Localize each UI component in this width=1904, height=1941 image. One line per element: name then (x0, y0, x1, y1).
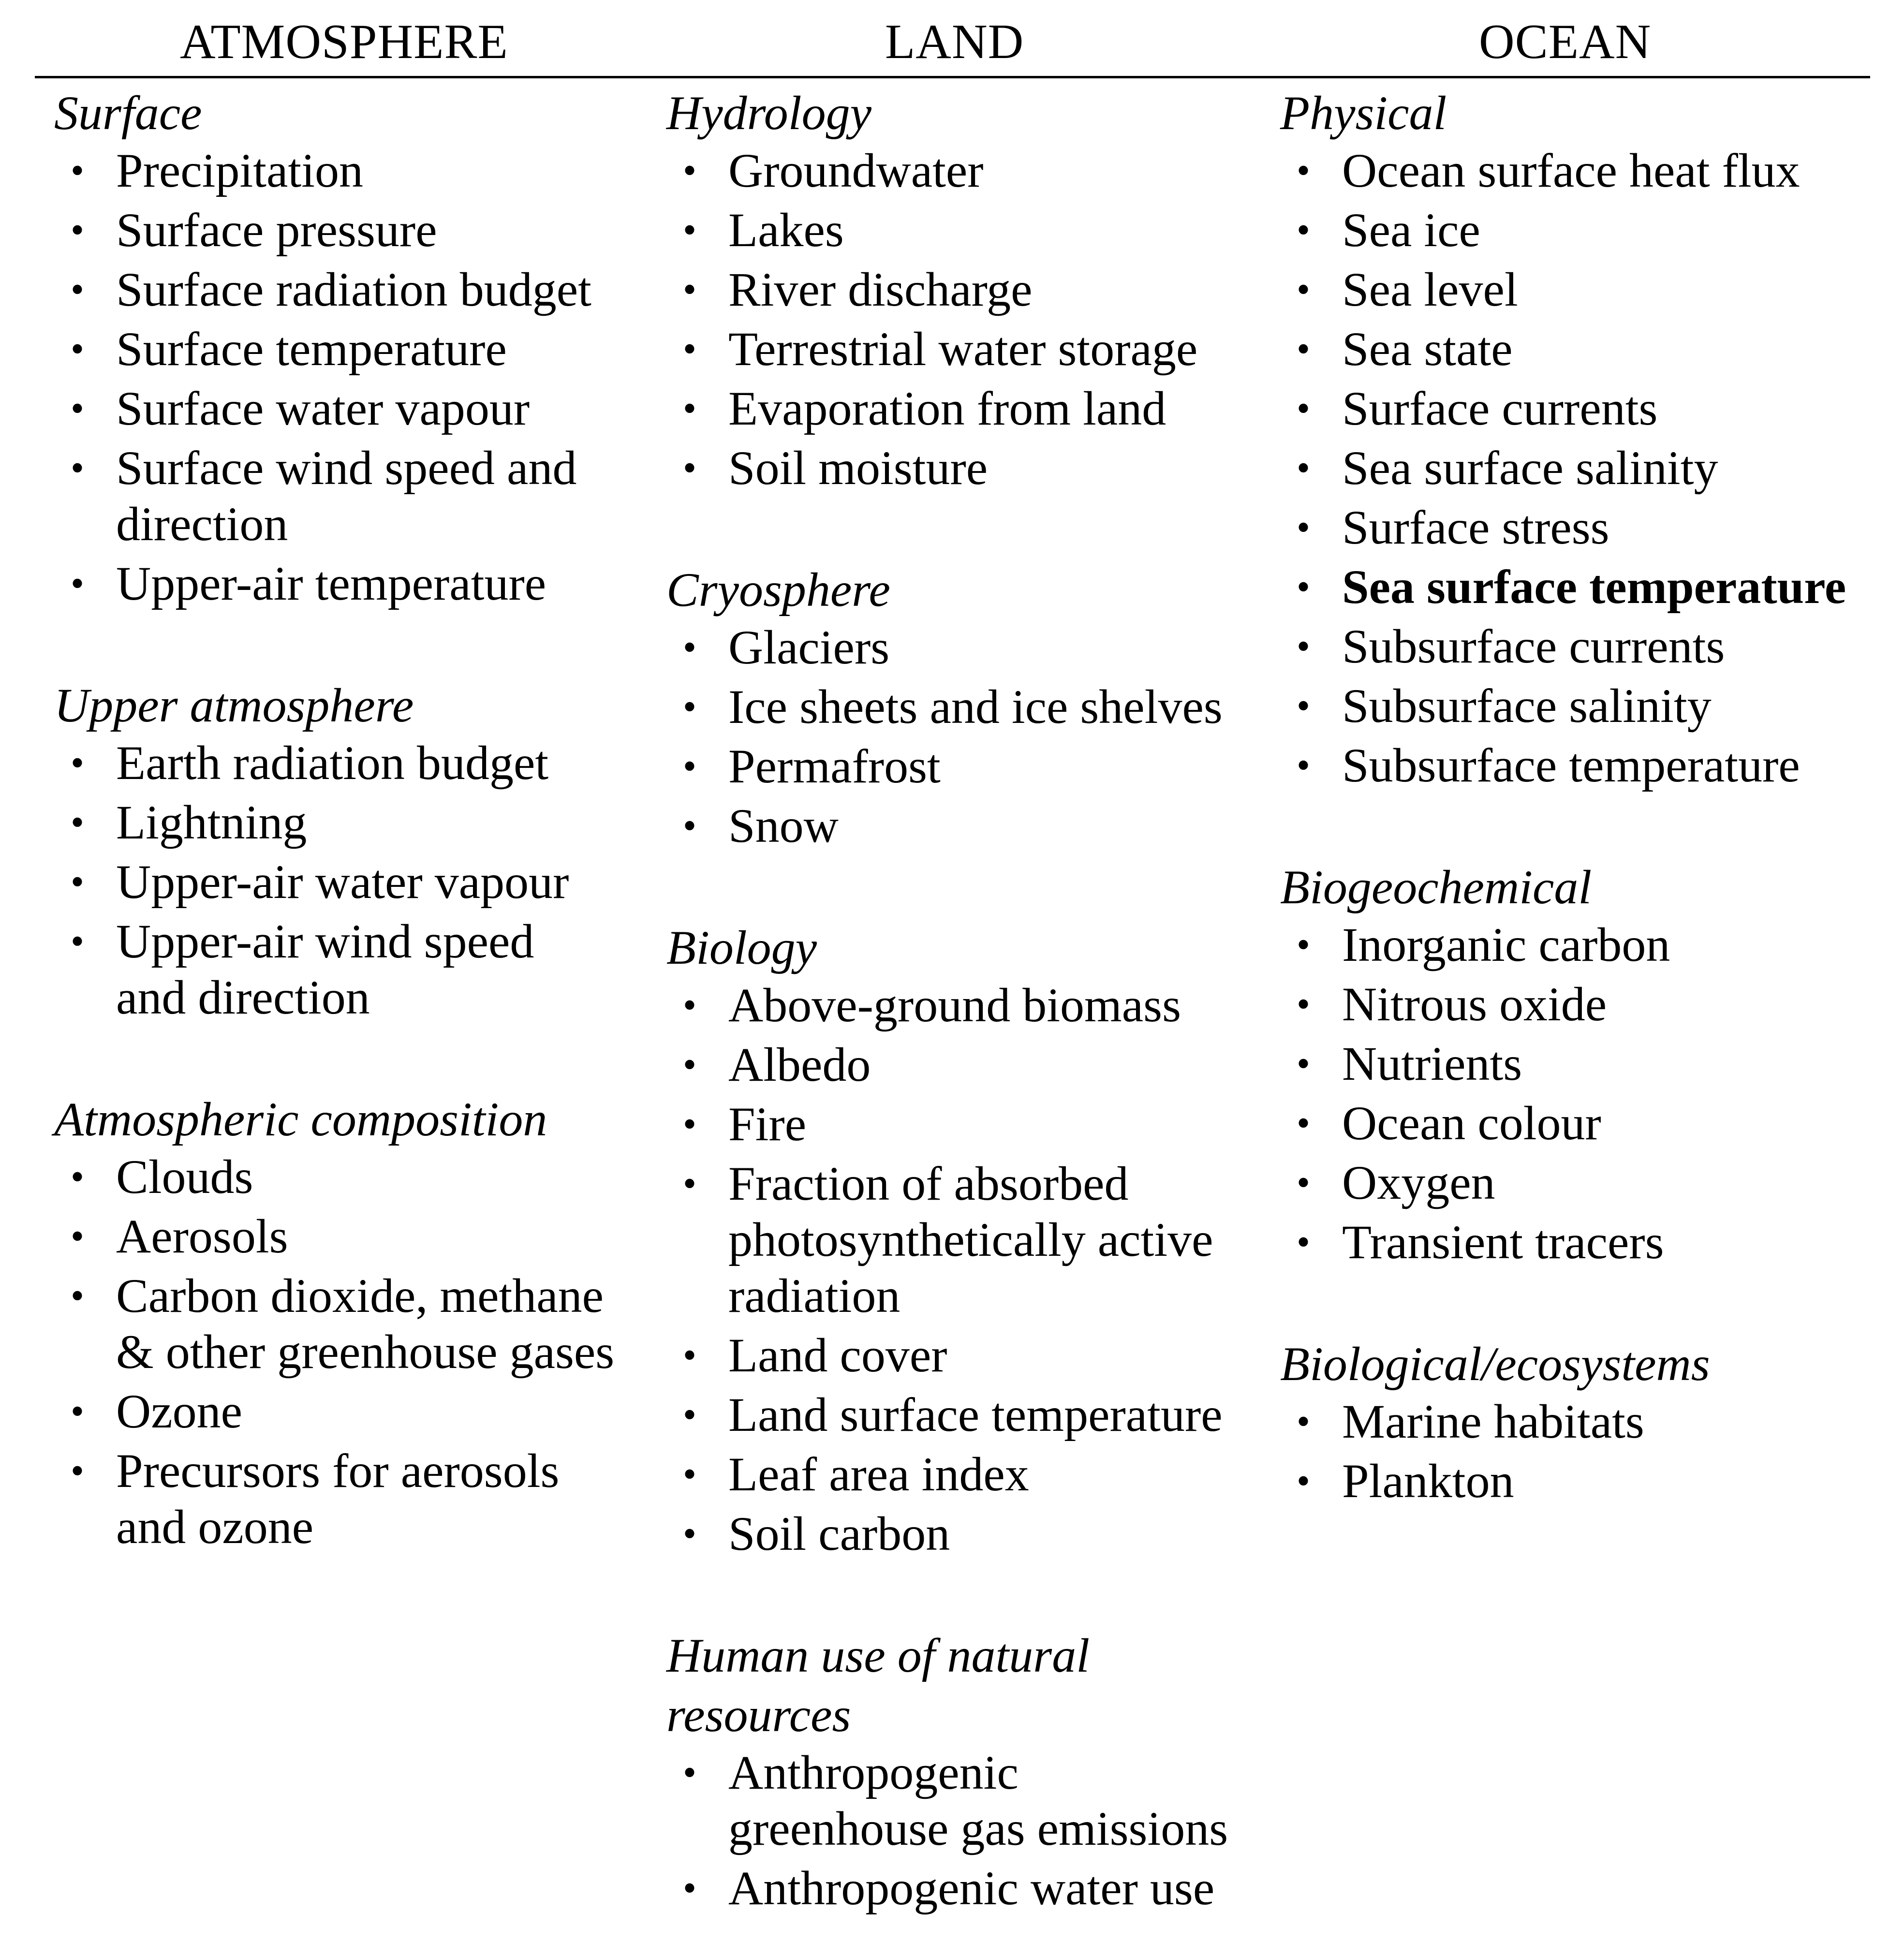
bullet-icon: • (683, 1453, 697, 1496)
list-item (666, 202, 1228, 258)
list-item (54, 913, 614, 1026)
list-item (666, 1096, 1228, 1152)
list-item-label: Carbon dioxide, methane (116, 1269, 604, 1323)
group-spacer (1280, 1274, 1846, 1334)
list-item-label: Aerosols (116, 1209, 288, 1263)
variable-list (666, 1745, 1228, 1916)
category-title: Cryosphere (666, 563, 890, 617)
bullet-icon: • (683, 149, 697, 192)
variable-list (1280, 1394, 1846, 1509)
bullet-icon: • (683, 387, 697, 430)
bullet-icon: • (683, 686, 697, 728)
list-item (666, 1037, 1228, 1093)
list-item (666, 798, 1228, 854)
column-ocean (1280, 83, 1846, 1513)
bullet-icon: • (1297, 566, 1311, 608)
group-spacer (1280, 797, 1846, 857)
variable-list (666, 619, 1228, 854)
bullet-icon: • (1297, 209, 1311, 251)
bullet-icon: • (71, 742, 85, 784)
bullet-icon: • (683, 1513, 697, 1555)
list-item-label: Earth radiation budget (116, 736, 549, 790)
list-item-label: Surface stress (1342, 500, 1609, 554)
list-item (666, 1506, 1228, 1562)
list-item (54, 381, 614, 437)
list-item (54, 854, 614, 910)
category-group (666, 560, 1228, 854)
list-item-label: Transient tracers (1342, 1215, 1664, 1269)
list-item-label: Upper-air temperature (116, 557, 546, 610)
bullet-icon: • (683, 1044, 697, 1086)
list-item (54, 262, 614, 318)
bullet-icon: • (71, 1275, 85, 1317)
bullet-icon: • (1297, 328, 1311, 370)
list-item (666, 321, 1228, 377)
bullet-icon: • (683, 1334, 697, 1377)
bullet-icon: • (683, 328, 697, 370)
bullet-icon: • (683, 984, 697, 1027)
category-group (666, 1626, 1228, 1916)
bullet-icon: • (1297, 924, 1311, 966)
category-group (54, 676, 614, 1026)
variable-list (54, 143, 614, 612)
list-item (666, 440, 1228, 496)
category-title: Surface (54, 86, 202, 140)
variable-list (54, 735, 614, 1026)
list-item-label: Surface wind speed and (116, 441, 577, 495)
list-item (1280, 1214, 1846, 1270)
bullet-icon: • (683, 209, 697, 251)
list-item-label: Glaciers (728, 620, 890, 674)
group-spacer (666, 1565, 1228, 1626)
column-atmosphere (54, 83, 614, 1559)
category-group (1280, 83, 1846, 794)
list-item (54, 143, 614, 199)
list-item-label: and direction (116, 970, 370, 1024)
list-item-label: Fire (728, 1097, 807, 1151)
list-item (1280, 1036, 1846, 1092)
list-item-label: Upper-air wind speed (116, 914, 534, 968)
list-item-label: Anthropogenic water use (728, 1861, 1215, 1915)
bullet-icon: • (683, 1867, 697, 1910)
variable-list (1280, 917, 1846, 1270)
list-item-label: Soil carbon (728, 1507, 950, 1560)
bullet-icon: • (1297, 268, 1311, 311)
bullet-icon: • (1297, 1400, 1311, 1443)
list-item-label: Subsurface salinity (1342, 679, 1712, 733)
list-item-label: Precipitation (116, 144, 363, 197)
list-item-label: Ocean surface heat flux (1342, 144, 1800, 197)
list-item (1280, 618, 1846, 675)
list-item-label: Above-ground biomass (728, 978, 1181, 1032)
column-header-land: LAND (885, 15, 1024, 69)
list-item (1280, 559, 1846, 615)
list-item (666, 1387, 1228, 1443)
category-title: Human use of natural (666, 1629, 1090, 1682)
bullet-icon: • (683, 1394, 697, 1436)
list-item-label: Lightning (116, 795, 307, 849)
list-item-label: and ozone (116, 1500, 314, 1554)
list-item (1280, 143, 1846, 199)
column-header-ocean: OCEAN (1479, 15, 1652, 69)
list-item (666, 1446, 1228, 1502)
bullet-icon: • (1297, 447, 1311, 489)
list-item (666, 1745, 1228, 1857)
category-group (1280, 857, 1846, 1270)
bullet-icon: • (1297, 983, 1311, 1026)
bullet-icon: • (1297, 387, 1311, 430)
list-item (1280, 1453, 1846, 1509)
list-item-label: Evaporation from land (728, 382, 1166, 435)
list-item (54, 556, 614, 612)
bullet-icon: • (1297, 625, 1311, 668)
bullet-icon: • (71, 1450, 85, 1492)
list-item (54, 1149, 614, 1205)
list-item-label: Plankton (1342, 1454, 1514, 1508)
list-item-label: Inorganic carbon (1342, 918, 1670, 971)
bullet-icon: • (683, 745, 697, 788)
category-group (54, 1089, 614, 1555)
variable-list (54, 1149, 614, 1555)
bullet-icon: • (71, 268, 85, 311)
list-item (666, 381, 1228, 437)
category-title: Biological/ecosystems (1280, 1337, 1710, 1391)
bullet-icon: • (1297, 685, 1311, 727)
bullet-icon: • (71, 801, 85, 844)
list-item (1280, 1394, 1846, 1450)
list-item-label: Precursors for aerosols (116, 1444, 560, 1498)
bullet-icon: • (71, 1390, 85, 1433)
list-item (1280, 321, 1846, 377)
list-item-label: Surface currents (1342, 382, 1658, 435)
variable-list (1280, 143, 1846, 794)
list-item-label: Marine habitats (1342, 1395, 1644, 1448)
group-spacer (666, 857, 1228, 918)
list-item (1280, 678, 1846, 734)
category-title: Hydrology (666, 86, 871, 140)
list-item (1280, 262, 1846, 318)
list-item-label: Soil moisture (728, 441, 988, 495)
bullet-icon: • (71, 562, 85, 605)
list-item-label: Subsurface currents (1342, 619, 1725, 673)
list-item (1280, 1095, 1846, 1151)
list-item-label: Land cover (728, 1328, 947, 1382)
category-title: Atmospheric composition (54, 1092, 547, 1146)
list-item-label: Oxygen (1342, 1156, 1495, 1209)
list-item-label: Surface water vapour (116, 382, 530, 435)
list-item-label: Permafrost (728, 739, 941, 793)
list-item-label: Anthropogenic (728, 1746, 1018, 1799)
list-item (1280, 381, 1846, 437)
column-land (666, 83, 1228, 1920)
list-item-label: Clouds (116, 1150, 253, 1204)
bullet-icon: • (683, 805, 697, 847)
category-title: Upper atmosphere (54, 678, 414, 732)
bullet-icon: • (71, 209, 85, 251)
category-group (666, 83, 1228, 496)
list-item-label: Nutrients (1342, 1037, 1522, 1090)
category-title: Biology (666, 921, 817, 974)
list-item (666, 738, 1228, 794)
variable-list (666, 143, 1228, 496)
list-item (54, 1208, 614, 1265)
category-title: Biogeochemical (1280, 860, 1592, 914)
list-item (666, 619, 1228, 676)
bullet-icon: • (1297, 1102, 1311, 1145)
bullet-icon: • (1297, 149, 1311, 192)
bullet-icon: • (1297, 1460, 1311, 1502)
list-item (54, 1268, 614, 1380)
list-item (1280, 737, 1846, 794)
list-item (54, 202, 614, 258)
category-group (54, 83, 614, 612)
bullet-icon: • (1297, 1043, 1311, 1085)
list-item (1280, 440, 1846, 496)
list-item-label: Nitrous oxide (1342, 977, 1607, 1031)
list-item-label: Sea ice (1342, 203, 1480, 257)
list-item (1280, 976, 1846, 1032)
bullet-icon: • (683, 1103, 697, 1146)
list-item (54, 735, 614, 791)
list-item-label: Albedo (728, 1038, 871, 1091)
list-item (666, 679, 1228, 735)
list-item-label: Sea state (1342, 322, 1513, 376)
list-item-label: radiation (728, 1269, 900, 1323)
list-item (666, 1860, 1228, 1916)
list-item (54, 321, 614, 377)
bullet-icon: • (71, 861, 85, 903)
list-item-label: Lakes (728, 203, 844, 257)
list-item-label: Surface pressure (116, 203, 437, 257)
group-spacer (54, 615, 614, 676)
list-item (54, 1443, 614, 1555)
category-title: Physical (1280, 86, 1447, 140)
bullet-icon: • (683, 1162, 697, 1205)
list-item-label: Leaf area index (728, 1447, 1029, 1501)
list-item-label: Snow (728, 799, 839, 853)
list-item (1280, 500, 1846, 556)
category-group (1280, 1334, 1846, 1509)
column-header-atmosphere: ATMOSPHERE (180, 15, 508, 69)
bullet-icon: • (1297, 506, 1311, 549)
list-item-label: Subsurface temperature (1342, 738, 1800, 792)
bullet-icon: • (683, 268, 697, 311)
category-title: resources (666, 1688, 851, 1742)
list-item-label: photosynthetically active (728, 1213, 1213, 1266)
list-item-label: Groundwater (728, 144, 984, 197)
variable-list (666, 977, 1228, 1562)
list-item (666, 262, 1228, 318)
list-item-label: Ocean colour (1342, 1096, 1601, 1150)
bullet-icon: • (71, 328, 85, 370)
bullet-icon: • (683, 626, 697, 669)
list-item-label: Terrestrial water storage (728, 322, 1198, 376)
list-item-label: Land surface temperature (728, 1388, 1223, 1441)
bullet-icon: • (71, 1156, 85, 1198)
bullet-icon: • (71, 447, 85, 489)
list-item (54, 440, 614, 552)
list-item-label: Sea level (1342, 263, 1518, 316)
list-item (54, 794, 614, 851)
list-item-label: greenhouse gas emissions (728, 1802, 1228, 1855)
list-item-label: direction (116, 497, 288, 551)
bullet-icon: • (71, 1215, 85, 1258)
list-item-label: Fraction of absorbed (728, 1157, 1129, 1210)
list-item-label: Surface radiation budget (116, 263, 591, 316)
list-item (666, 143, 1228, 199)
list-item (1280, 917, 1846, 973)
group-spacer (54, 1029, 614, 1089)
bullet-icon: • (1297, 1221, 1311, 1264)
list-item-label: Ice sheets and ice shelves (728, 680, 1223, 734)
bullet-icon: • (71, 387, 85, 430)
list-item-label: Ozone (116, 1384, 242, 1438)
list-item-label: & other greenhouse gases (116, 1325, 615, 1379)
list-item (666, 1327, 1228, 1383)
bullet-icon: • (683, 1751, 697, 1794)
list-item-label: Sea surface salinity (1342, 441, 1718, 495)
list-item-label: Sea surface temperature (1342, 560, 1846, 614)
category-group (666, 918, 1228, 1562)
bullet-icon: • (1297, 744, 1311, 787)
table-header-row (0, 0, 1904, 76)
list-item (1280, 1155, 1846, 1211)
list-item-label: Upper-air water vapour (116, 855, 569, 909)
bullet-icon: • (71, 920, 85, 963)
list-item (1280, 202, 1846, 258)
list-item-label: River discharge (728, 263, 1033, 316)
bullet-icon: • (1297, 1162, 1311, 1204)
group-spacer (666, 500, 1228, 560)
list-item (666, 1156, 1228, 1324)
list-item (54, 1383, 614, 1440)
bullet-icon: • (683, 447, 697, 489)
list-item (666, 977, 1228, 1033)
list-item-label: Surface temperature (116, 322, 507, 376)
bullet-icon: • (71, 149, 85, 192)
header-rule (35, 76, 1870, 78)
